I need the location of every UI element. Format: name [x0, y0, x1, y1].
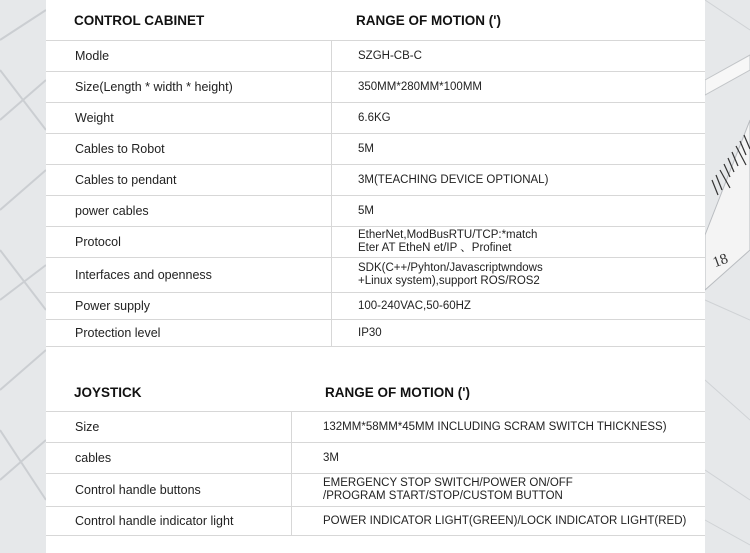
table-row [46, 320, 705, 346]
row-label: Modle [75, 49, 110, 63]
row-value: 350MM*280MM*100MM [358, 80, 482, 93]
row-label: cables [75, 451, 112, 465]
table-row [46, 507, 705, 535]
row-value: EMERGENCY STOP SWITCH/POWER ON/OFF /PROGRAM START/STOP/CUSTOM BUTTON [323, 477, 573, 502]
spec-panel [46, 0, 705, 553]
row-value: 132MM*58MM*45MM INCLUDING SCRAM SWITCH THICKNESS) [323, 420, 667, 433]
cabinet-header [46, 0, 705, 40]
table-row [46, 443, 705, 473]
table-row [46, 474, 705, 506]
row-value: IP30 [358, 326, 382, 339]
row-value: 5M [358, 204, 374, 217]
table-row [46, 72, 705, 102]
row-label: power cables [75, 204, 149, 218]
cabinet-header-range: RANGE OF MOTION (') [356, 12, 501, 28]
table-row [46, 134, 705, 164]
row-value: SZGH-CB-C [358, 49, 422, 62]
table-row [46, 41, 705, 71]
joystick-header [46, 372, 705, 412]
row-label: Power supply [75, 299, 151, 313]
row-label: Cables to Robot [75, 142, 165, 156]
row-label: Cables to pendant [75, 173, 177, 187]
row-label: Protocol [75, 235, 121, 249]
row-value: EtherNet,ModBusRTU/TCP:*match Eter AT EtheN et/IP 、Profinet [358, 229, 538, 254]
table-row [46, 258, 705, 292]
row-value: SDK(C++/Pyhton/Javascriptwndows +Linux system),support ROS/ROS2 [358, 262, 543, 287]
ruler-number: 18 [710, 250, 731, 272]
row-value: 6.6KG [358, 111, 391, 124]
table-row [46, 412, 705, 442]
table-row [46, 165, 705, 195]
row-value: POWER INDICATOR LIGHT(GREEN)/LOCK INDICATOR LIGHT(RED) [323, 514, 687, 527]
table-row [46, 196, 705, 226]
row-label: Control handle indicator light [75, 514, 234, 528]
row-label: Weight [75, 111, 114, 125]
row-value: 100-240VAC,50-60HZ [358, 299, 471, 312]
row-value: 3M(TEACHING DEVICE OPTIONAL) [358, 173, 549, 186]
joystick-header-range: RANGE OF MOTION (') [325, 384, 470, 400]
joystick-header-label: JOYSTICK [74, 384, 142, 400]
table-row [46, 293, 705, 319]
cabinet-header-label: CONTROL CABINET [74, 12, 205, 28]
row-label: Size(Length * width * height) [75, 80, 233, 94]
row-value: 5M [358, 142, 374, 155]
table-row [46, 227, 705, 257]
row-value: 3M [323, 451, 339, 464]
row-label: Control handle buttons [75, 483, 201, 497]
row-label: Interfaces and openness [75, 268, 212, 282]
table-row [46, 103, 705, 133]
row-label: Protection level [75, 326, 161, 340]
row-label: Size [75, 420, 100, 434]
